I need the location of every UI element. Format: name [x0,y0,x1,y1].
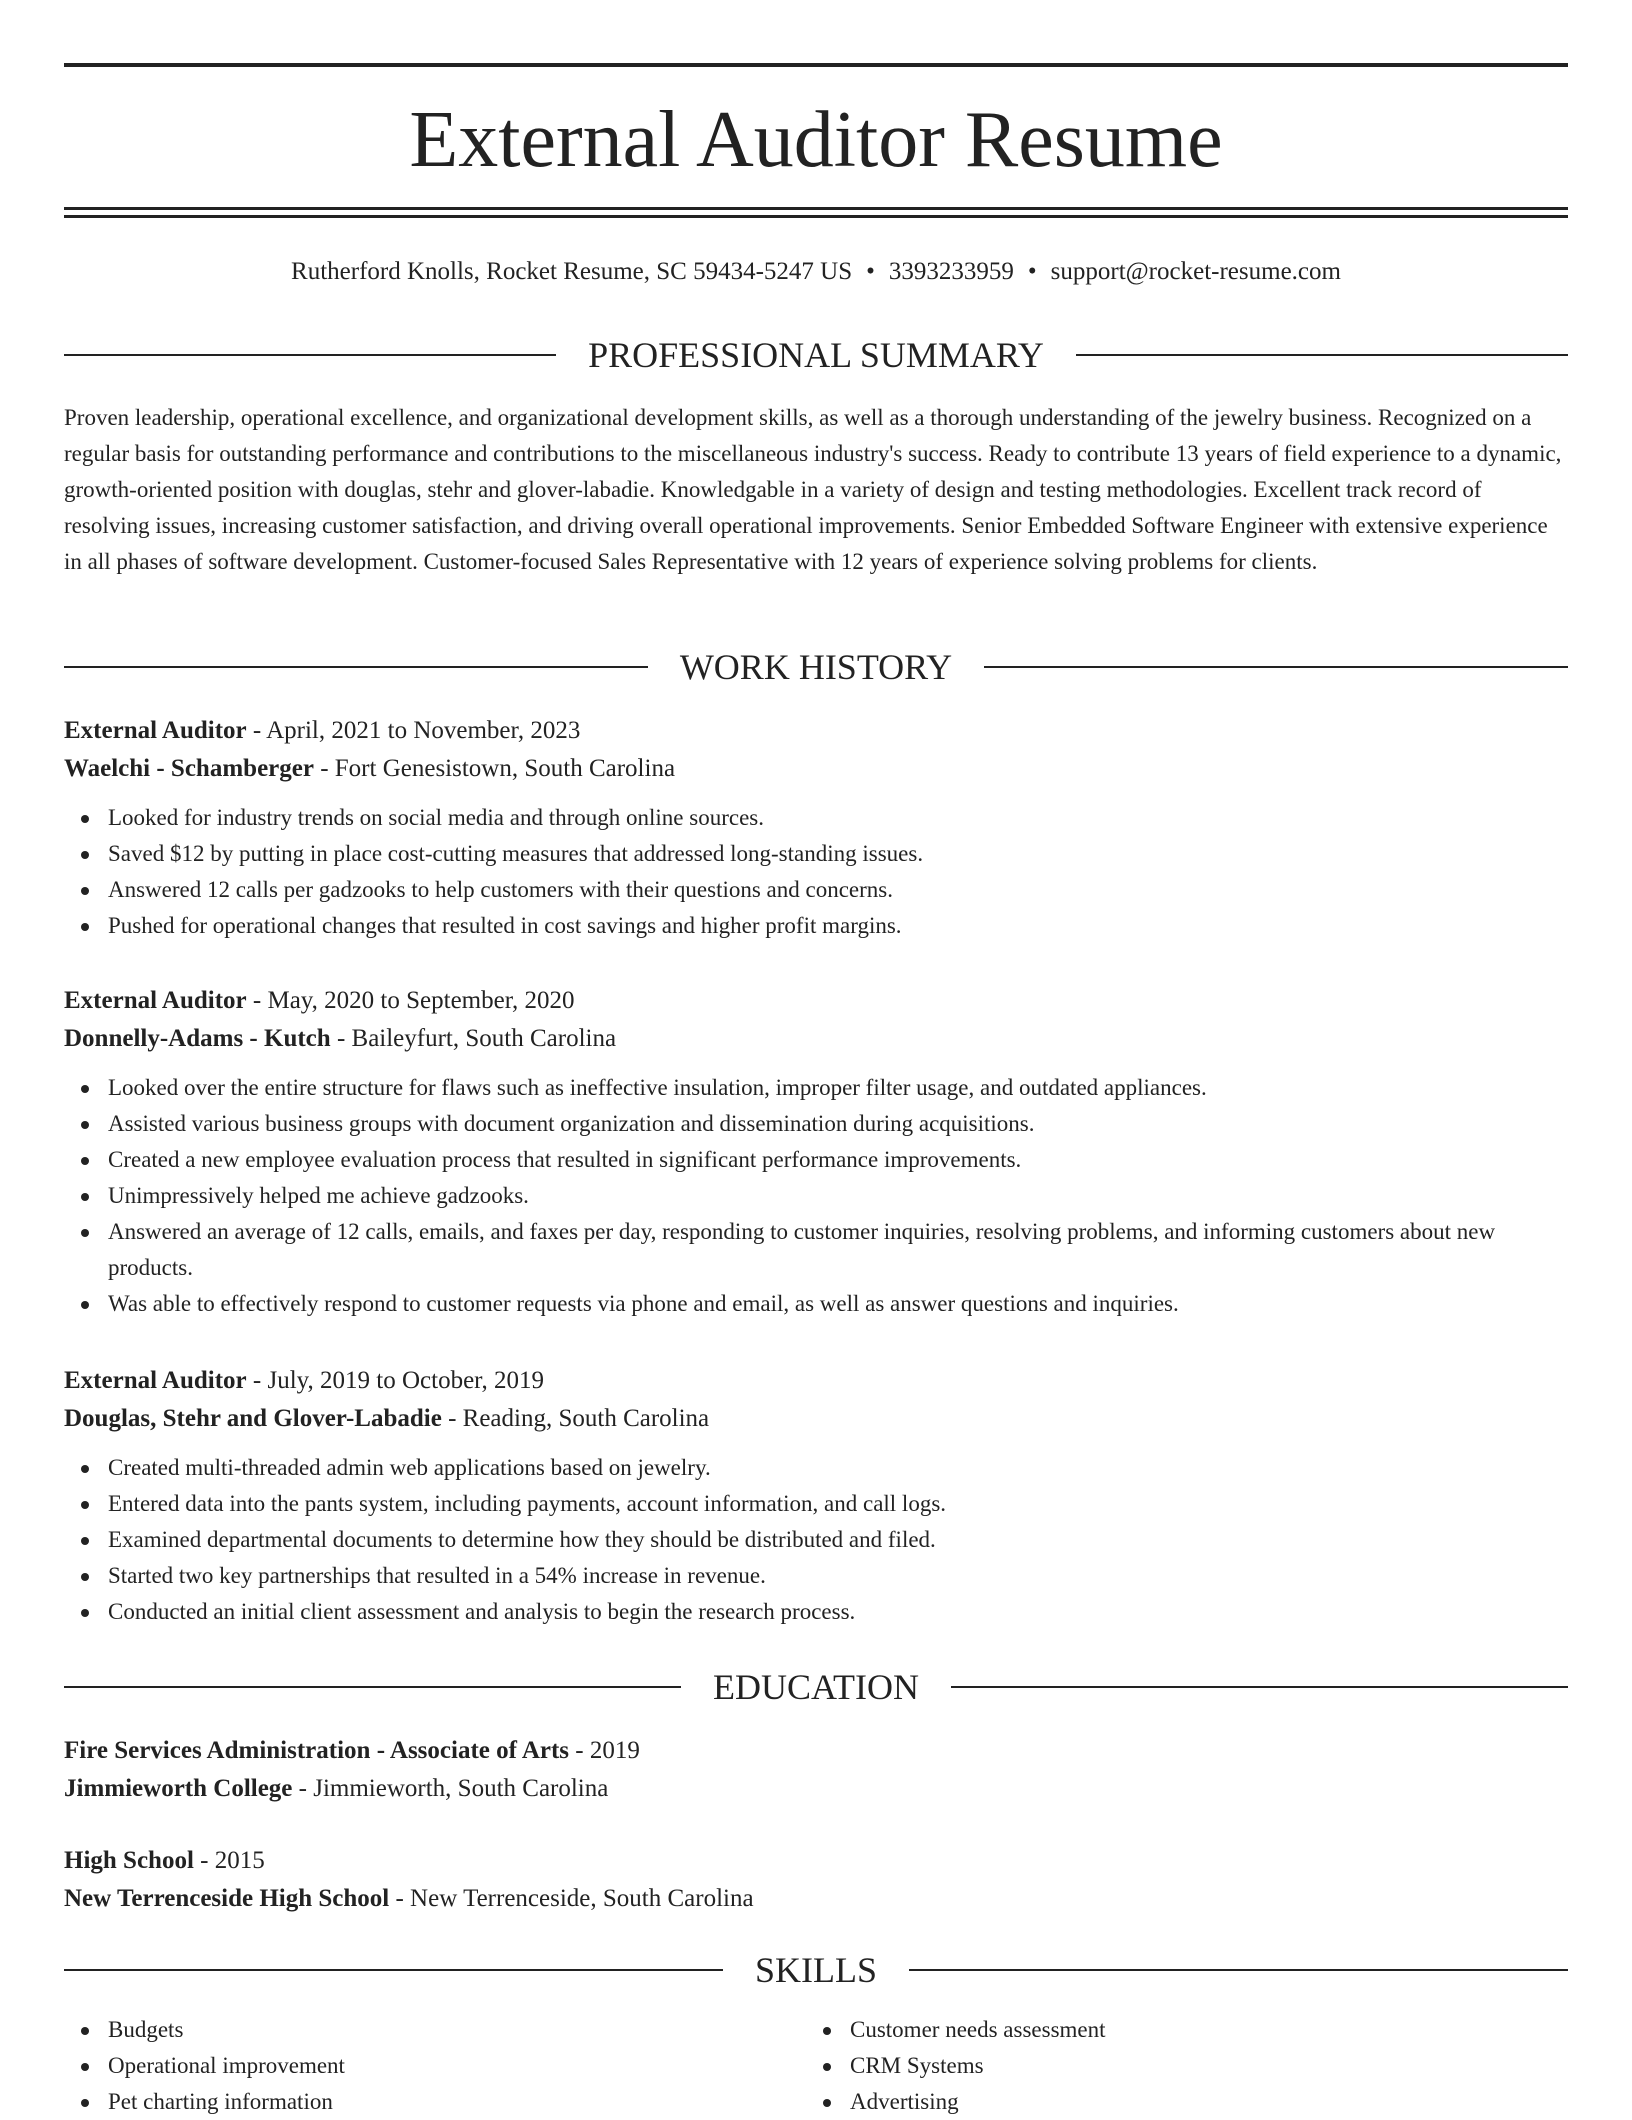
job-dates: - April, 2021 to November, 2023 [246,717,581,744]
skill-item: Pet charting information [64,2084,806,2120]
job-company: Waelchi - Schamberger [64,755,314,782]
skill-item: Budgets [64,2012,806,2048]
job-bullet: Created multi-threaded admin web applications based on jewelry. [64,1450,1568,1486]
job-bullet: Saved $12 by putting in place cost-cutting measures that addressed long-standing issues. [64,836,1568,872]
job-title-line [64,712,1568,750]
skills-list-right [806,2012,1548,2120]
job-bullet: Looked over the entire structure for flaws such as ineffective insulation, improper filter usage, and outdated appliances. [64,1070,1568,1106]
summary-paragraph: Proven leadership, operational excellence, and organizational development skills, as well as a thorough understanding of the jewelry business. Recognized on a regular basis for outstanding performance and contributions to the miscellaneous industry's success. Ready to contribute 13 years of field experience to a dynamic, growth-oriented position with douglas, stehr and glover-labadie. Knowledgable in a variety of design and testing methodologies. Excellent track record of resolving issues, increasing customer satisfaction, and driving overall operational improvements. Senior Embedded Software Engineer with extensive experience in all phases of software development. Customer-focused Sales Representative with 12 years of experience solving problems for clients. [64,405,1562,574]
section-title: EDUCATION [713,1667,919,1707]
job-dates: - July, 2019 to October, 2019 [246,1367,544,1394]
heading-rule-left [64,666,648,668]
heading-rule-left [64,1686,681,1688]
job-bullets [64,1450,1568,1630]
job-title-line [64,1362,1568,1400]
education-degree: Fire Services Administration - Associate of Arts [64,1737,570,1764]
job-bullets [64,1070,1568,1322]
education-degree-line [64,1732,1568,1770]
heading-rule-right [951,1686,1568,1688]
contact-line [64,254,1568,290]
section-title: PROFESSIONAL SUMMARY [588,335,1044,375]
skill-item: CRM Systems [806,2048,1548,2084]
job-entry [64,1362,1568,1630]
skill-item: Advertising [806,2084,1548,2120]
job-entry [64,712,1568,944]
section-title: SKILLS [755,1950,878,1990]
education-school-line [64,1880,1568,1918]
job-company-line [64,1400,1568,1438]
skills-columns [64,2012,1568,2120]
header-double-rule-upper [64,207,1568,210]
job-title: External Auditor [64,987,247,1014]
section-heading-work-history [64,645,1568,689]
education-entry [64,1842,1568,1918]
job-company: Donnelly-Adams - Kutch [64,1025,331,1052]
contact-separator: • [866,258,875,285]
heading-rule-left [64,354,556,356]
job-title: External Auditor [64,717,247,744]
education-school-line [64,1770,1568,1808]
contact-address: Rutherford Knolls, Rocket Resume, SC 59434-5247 US [291,258,853,285]
education-school: New Terrenceside High School [64,1885,390,1912]
header-top-rule [64,63,1568,67]
job-bullets [64,800,1568,944]
job-bullet: Created a new employee evaluation process that resulted in significant performance improvements. [64,1142,1568,1178]
education-degree: High School [64,1847,194,1874]
contact-separator: • [1027,258,1037,285]
skills-list-left [64,2012,806,2120]
job-company-line [64,1020,1568,1058]
job-bullet: Answered an average of 12 calls, emails, and faxes per day, responding to customer inquiries, resolving problems, and informing customers about new products. [64,1214,1568,1286]
job-bullet: Pushed for operational changes that resulted in cost savings and higher profit margins. [64,908,1568,944]
job-company-line [64,750,1568,788]
job-bullet: Examined departmental documents to determine how they should be distributed and filed. [64,1522,1568,1558]
job-dates: - May, 2020 to September, 2020 [246,987,575,1014]
education-location: - Jimmieworth, South Carolina [292,1775,609,1802]
header-double-rule-lower [64,215,1568,218]
job-bullet: Answered 12 calls per gadzooks to help customers with their questions and concerns. [64,872,1568,908]
job-title-line [64,982,1568,1020]
contact-phone: 3393233959 [888,258,1014,285]
heading-rule-right [909,1969,1568,1971]
education-degree-line [64,1842,1568,1880]
education-year: - 2019 [569,1737,640,1764]
job-bullet: Was able to effectively respond to customer requests via phone and email, as well as answer questions and inquiries. [64,1286,1568,1322]
job-location: - Baileyfurt, South Carolina [330,1025,617,1052]
section-heading-summary [64,333,1568,377]
job-bullet: Unimpressively helped me achieve gadzooks. [64,1178,1568,1214]
job-bullet: Looked for industry trends on social media and through online sources. [64,800,1568,836]
skill-item: Operational improvement [64,2048,806,2084]
job-entry [64,982,1568,1322]
resume-title: External Auditor Resume [409,96,1223,184]
skill-item: Customer needs assessment [806,2012,1548,2048]
section-heading-education [64,1665,1568,1709]
job-bullet: Assisted various business groups with document organization and dissemination during acquisitions. [64,1106,1568,1142]
job-bullet: Started two key partnerships that resulted in a 54% increase in revenue. [64,1558,1568,1594]
section-heading-skills [64,1948,1568,1992]
heading-rule-right [1076,354,1568,356]
job-company: Douglas, Stehr and Glover-Labadie [64,1405,442,1432]
education-entry [64,1732,1568,1808]
job-location: - Fort Genesistown, South Carolina [313,755,676,782]
contact-email: support@rocket-resume.com [1050,258,1341,285]
job-bullet: Conducted an initial client assessment and analysis to begin the research process. [64,1594,1568,1630]
job-bullet: Entered data into the pants system, including payments, account information, and call logs. [64,1486,1568,1522]
job-title: External Auditor [64,1367,247,1394]
education-location: - New Terrenceside, South Carolina [389,1885,754,1912]
job-location: - Reading, South Carolina [441,1405,710,1432]
education-year: - 2015 [193,1847,265,1874]
section-title: WORK HISTORY [679,647,953,687]
heading-rule-right [984,666,1568,668]
heading-rule-left [64,1969,723,1971]
education-school: Jimmieworth College [64,1775,293,1802]
